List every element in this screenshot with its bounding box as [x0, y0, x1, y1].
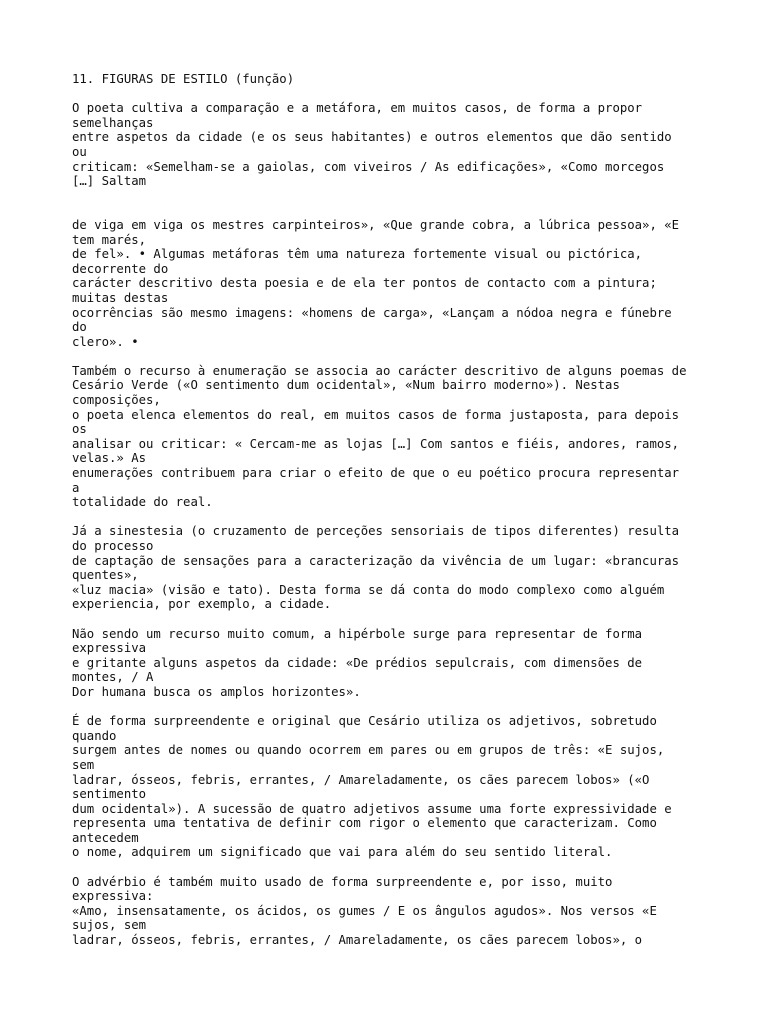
text-line: a [72, 480, 80, 495]
text-line: velas.» As [72, 451, 147, 466]
text-line: ou [72, 144, 87, 159]
blank-line [72, 700, 732, 715]
text-line: representa uma tentativa de definir com rigor o elemento que caracterizam. Como [72, 816, 657, 831]
text-line: os [72, 422, 87, 437]
text-line: entre aspetos da cidade (e os seus habitantes) e outros elementos que dão sentido [72, 130, 672, 145]
text-line: do [72, 320, 87, 335]
text-line: É de forma surpreendente e original que Cesário utiliza os adjetivos, sobretudo [72, 714, 657, 729]
blank-line [72, 349, 732, 364]
text-line: […] Saltam [72, 174, 147, 189]
blank-line [72, 203, 732, 218]
text-line: Cesário Verde («O sentimento dum ocidental», «Num bairro moderno»). Nestas [72, 378, 620, 393]
text-line: e gritante alguns aspetos da cidade: «De prédios sepulcrais, com dimensões de [72, 655, 643, 670]
blank-line [72, 87, 732, 102]
text-line: antecedem [72, 830, 139, 845]
text-line: composições, [72, 393, 161, 408]
text-line: clero». • [72, 334, 139, 349]
text-line: Dor humana busca os amplos horizontes». [72, 684, 361, 699]
text-line: analisar ou criticar: « Cercam-me as lojas […] Com santos e fiéis, andores, ramos, [72, 436, 680, 451]
text-line: o nome, adquirem um significado que vai para além do seu sentido literal. [72, 845, 613, 860]
text-line: do processo [72, 539, 154, 553]
text-line: tem marés, [72, 232, 147, 247]
text-line: quentes», [72, 568, 139, 583]
text-line: criticam: «Semelham-se a gaiolas, com viveiros / As edificações», «Como morcegos [72, 159, 665, 174]
text-line: muitas destas [72, 290, 169, 305]
blank-line [72, 860, 732, 875]
text-line: 11. FIGURAS DE ESTILO (função) [72, 72, 295, 86]
text-line: «luz macia» (visão e tato). Desta forma se dá conta do modo complexo como alguém [72, 582, 665, 597]
document-body [72, 72, 732, 948]
text-line: enumerações contribuem para criar o efeito de que o eu poético procura representar [72, 466, 680, 481]
blank-line [72, 189, 732, 204]
text-line: O poeta cultiva a comparação e a metáfora, em muitos casos, de forma a propor [72, 101, 643, 116]
text-line: experiencia, por exemplo, a cidade. [72, 597, 332, 612]
text-line: Também o recurso à enumeração se associa ao carácter descritivo de alguns poemas de [72, 363, 687, 378]
text-line: de captação de sensações para a caracterização da vivência de um lugar: «brancuras [72, 553, 680, 568]
text-line: decorrente do [72, 261, 169, 276]
text-line: O advérbio é também muito usado de forma surpreendente e, por isso, muito [72, 874, 613, 889]
text-line: de viga em viga os mestres carpinteiros», «Que grande cobra, a lúbrica pessoa», «E [72, 217, 680, 232]
text-line: o poeta elenca elementos do real, em muitos casos de forma justaposta, para depois [72, 407, 680, 422]
text-line: dum ocidental»). A sucessão de quatro adjetivos assume uma forte expressividade e [72, 801, 672, 816]
text-line: semelhanças [72, 115, 154, 130]
text-line: Não sendo um recurso muito comum, a hipérbole surge para representar de forma [72, 626, 643, 641]
text-line: quando [72, 728, 117, 743]
text-line: carácter descritivo desta poesia e de ela ter pontos de contacto com a pintura; [72, 276, 657, 291]
text-line: de fel». • Algumas metáforas têm uma natureza fortemente visual ou pictórica, [72, 247, 643, 262]
blank-line [72, 510, 732, 525]
text-line: expressiva: [72, 889, 154, 904]
text-line: ladrar, ósseos, febris, errantes, / Amareladamente, os cães parecem lobos» («O [72, 772, 650, 787]
text-line: montes, / A [72, 670, 154, 685]
text-line: «Amo, insensatamente, os ácidos, os gumes / E os ângulos agudos». Nos versos «E [72, 903, 657, 918]
text-line: ocorrências são mesmo imagens: «homens de carga», «Lançam a nódoa negra e fúnebre [72, 305, 672, 320]
text-line: totalidade do real. [72, 495, 213, 510]
blank-line [72, 612, 732, 627]
text-line: Já a sinestesia (o cruzamento de perceções sensoriais de tipos diferentes) resulta [72, 524, 680, 539]
text-line: expressiva [72, 641, 147, 656]
text-line: sentimento [72, 787, 147, 802]
text-line: sem [72, 757, 95, 772]
text-line: sujos, sem [72, 918, 147, 933]
text-line: surgem antes de nomes ou quando ocorrem em pares ou em grupos de três: «E sujos, [72, 743, 665, 758]
text-line: ladrar, ósseos, febris, errantes, / Amareladamente, os cães parecem lobos», o [72, 933, 643, 948]
